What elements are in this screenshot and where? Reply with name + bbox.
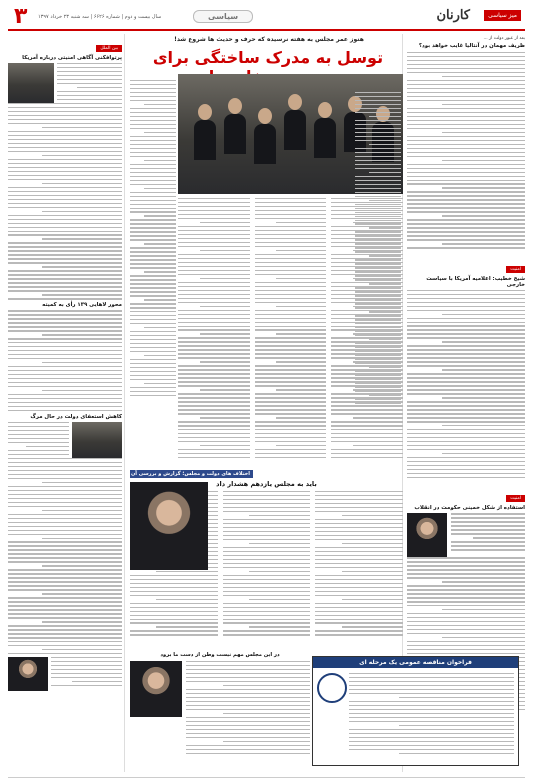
left-article-2-text (8, 310, 122, 411)
section-tab[interactable]: سیاسی (193, 10, 253, 23)
bottom-story-title[interactable]: در این مجلس مهم نیست وطن از دست ما برود (160, 652, 280, 658)
right-headline-2[interactable]: شیخ خطیب: اعلامیه آمریکا با سیاست خارجی (426, 275, 525, 288)
left-photo-1 (8, 63, 54, 103)
left-portrait (8, 657, 48, 691)
left-article-3-text (8, 458, 122, 655)
right-article-2-text (407, 290, 525, 479)
newspaper-logo: کارنان (436, 8, 470, 23)
second-story-title[interactable]: باید به مجلس یازدهم هشدار داد (216, 480, 317, 488)
second-story-bar: اختلاف های دولت و مجلس؛ گزارش و بررسی آن (130, 470, 253, 478)
right-article-3-text (451, 513, 525, 557)
center-col-b (130, 80, 176, 465)
right-column (407, 34, 525, 764)
right-article-1-text (407, 52, 525, 249)
left-photo-2 (72, 422, 122, 458)
left-tag: بین الملل (96, 45, 122, 52)
center-lower-columns (178, 198, 403, 466)
right-tag-2: امنیت (506, 266, 525, 273)
column-divider-left (124, 34, 125, 772)
issue-meta: سال بیست و دوم | شماره ۶۶۲۶ | سه شنبه ۲۳ خرداد ۱۳۹۷ (38, 14, 162, 20)
ad-text (349, 673, 514, 757)
left-column (8, 34, 122, 764)
right-tag-3: امنیت (506, 495, 525, 502)
left-headline-1[interactable]: پرتوافکنی آگاهی امنیتی درباره آمریکا (22, 55, 122, 61)
right-portrait-photo (407, 513, 447, 557)
page-number: ۳ (14, 4, 28, 29)
left-article-1-text (8, 103, 122, 300)
company-logo-icon (317, 673, 347, 703)
page-header (8, 6, 525, 28)
main-headline[interactable]: توسل به مدرک ساختگی برای (152, 48, 384, 67)
page-footer-rule (8, 777, 525, 778)
right-kicker: بعد از عبور دولت از ... (483, 36, 525, 41)
right-headline-3[interactable]: استفاده از شکل خمینی حکومت در انقلاب (414, 505, 525, 512)
section-badge: میز سیاسی (484, 10, 521, 21)
right-headline-1[interactable]: ظریف مهمان در آنتالیا غایب خواهد بود؟ (418, 43, 525, 49)
header-rule (8, 29, 525, 31)
main-kicker: هنوز عمر مجلس به هفته نرسیده که حرف و حدیث ها شروع شد! (174, 36, 364, 43)
left-headline-3[interactable]: کاهش استعفای دولت در حال مرگ (30, 413, 122, 420)
tender-advertisement[interactable] (312, 656, 519, 766)
second-story-portrait (130, 482, 208, 570)
left-headline-2[interactable]: محور لاهایی ۱۳۹ رأی به کمیته (42, 302, 122, 309)
ad-title: فراخوان مناقصه عمومی یک مرحله ای (313, 657, 518, 668)
bottom-portrait (130, 661, 182, 717)
bottom-story (130, 652, 310, 764)
